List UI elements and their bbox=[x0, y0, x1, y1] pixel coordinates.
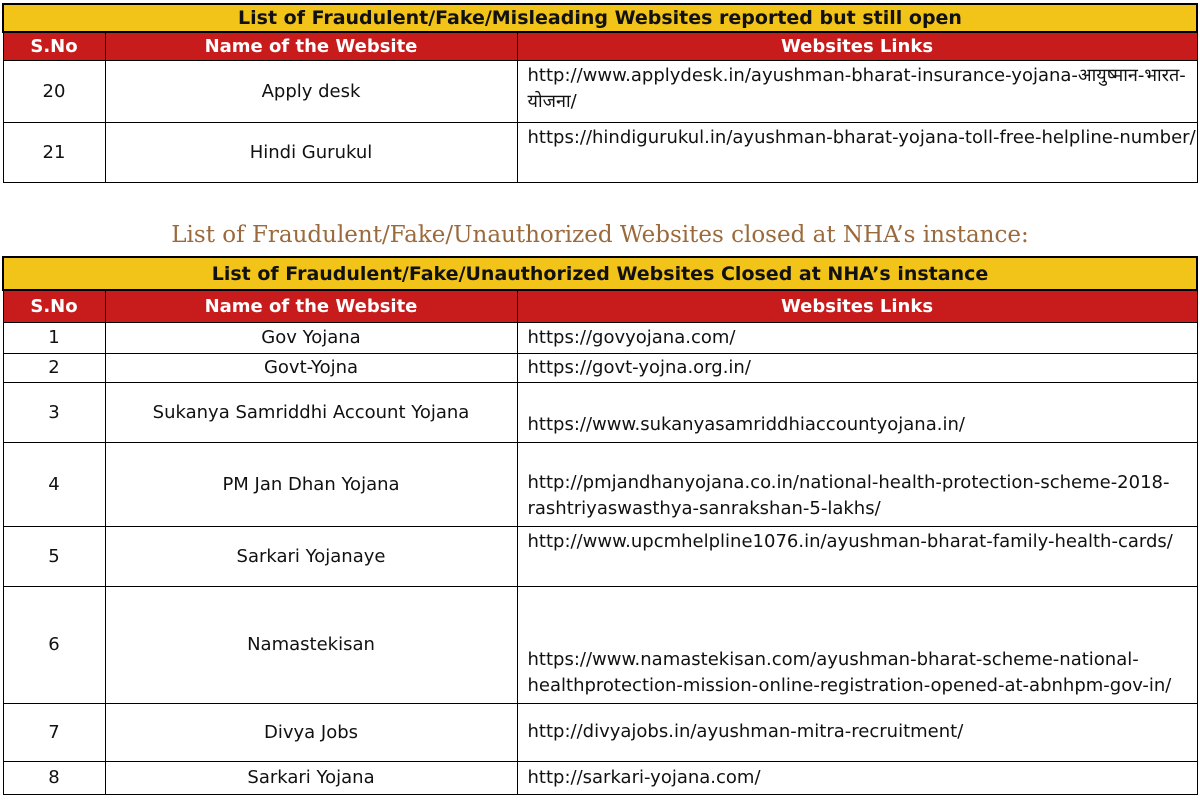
table-row bbox=[3, 60, 1197, 122]
row-name: Govt-Yojna bbox=[105, 353, 517, 382]
row-link[interactable]: https://govt-yojna.org.in/ bbox=[517, 353, 1197, 382]
header-name: Name of the Website bbox=[105, 290, 517, 322]
row-sno: 20 bbox=[3, 60, 105, 122]
row-name: PM Jan Dhan Yojana bbox=[105, 442, 517, 526]
row-sno: 8 bbox=[3, 761, 105, 794]
row-link[interactable]: https://www.namastekisan.com/ayushman-bharat-scheme-national-healthprotection-mission-online-registration-opened-at-abnhpm-gov-in/ bbox=[517, 586, 1197, 703]
table-row bbox=[3, 586, 1197, 703]
row-link[interactable]: http://sarkari-yojana.com/ bbox=[517, 761, 1197, 794]
table-row bbox=[3, 442, 1197, 526]
table-row bbox=[3, 761, 1197, 794]
table-title: List of Fraudulent/Fake/Unauthorized Websites Closed at NHA’s instance bbox=[3, 257, 1197, 290]
table-row bbox=[3, 703, 1197, 761]
header-links: Websites Links bbox=[517, 290, 1197, 322]
row-link[interactable]: http://divyajobs.in/ayushman-mitra-recruitment/ bbox=[517, 703, 1197, 761]
row-sno: 21 bbox=[3, 122, 105, 182]
section-caption: List of Fraudulent/Fake/Unauthorized Websites closed at NHA’s instance: bbox=[171, 222, 1029, 248]
table-row bbox=[3, 122, 1197, 182]
row-sno: 7 bbox=[3, 703, 105, 761]
header-links: Websites Links bbox=[517, 32, 1197, 60]
row-link[interactable]: https://www.sukanyasamriddhiaccountyojana.in/ bbox=[517, 382, 1197, 442]
row-name: Sarkari Yojanaye bbox=[105, 526, 517, 586]
row-link[interactable]: http://www.applydesk.in/ayushman-bharat-insurance-yojana-आयुष्मान-भारत-योजना/ bbox=[517, 60, 1197, 122]
row-link[interactable]: http://www.upcmhelpline1076.in/ayushman-bharat-family-health-cards/ bbox=[517, 526, 1197, 586]
row-name: Sarkari Yojana bbox=[105, 761, 517, 794]
row-link[interactable]: https://hindigurukul.in/ayushman-bharat-yojana-toll-free-helpline-number/ bbox=[517, 122, 1197, 182]
table-row bbox=[3, 353, 1197, 382]
row-name: Gov Yojana bbox=[105, 322, 517, 353]
closed-websites-table bbox=[2, 256, 1198, 795]
row-name: Sukanya Samriddhi Account Yojana bbox=[105, 382, 517, 442]
row-link[interactable]: https://govyojana.com/ bbox=[517, 322, 1197, 353]
row-sno: 2 bbox=[3, 353, 105, 382]
row-sno: 4 bbox=[3, 442, 105, 526]
row-name: Divya Jobs bbox=[105, 703, 517, 761]
row-sno: 5 bbox=[3, 526, 105, 586]
header-sno: S.No bbox=[3, 32, 105, 60]
table-row bbox=[3, 382, 1197, 442]
row-link[interactable]: http://pmjandhanyojana.co.in/national-health-protection-scheme-2018-rashtriyaswasthya-sanrakshan-5-lakhs/ bbox=[517, 442, 1197, 526]
table-row bbox=[3, 526, 1197, 586]
row-name: Hindi Gurukul bbox=[105, 122, 517, 182]
row-sno: 3 bbox=[3, 382, 105, 442]
table-title: List of Fraudulent/Fake/Misleading Websites reported but still open bbox=[3, 4, 1197, 32]
row-name: Apply desk bbox=[105, 60, 517, 122]
table-row bbox=[3, 322, 1197, 353]
row-sno: 1 bbox=[3, 322, 105, 353]
open-websites-table bbox=[2, 3, 1198, 183]
row-sno: 6 bbox=[3, 586, 105, 703]
header-name: Name of the Website bbox=[105, 32, 517, 60]
header-sno: S.No bbox=[3, 290, 105, 322]
row-name: Namastekisan bbox=[105, 586, 517, 703]
